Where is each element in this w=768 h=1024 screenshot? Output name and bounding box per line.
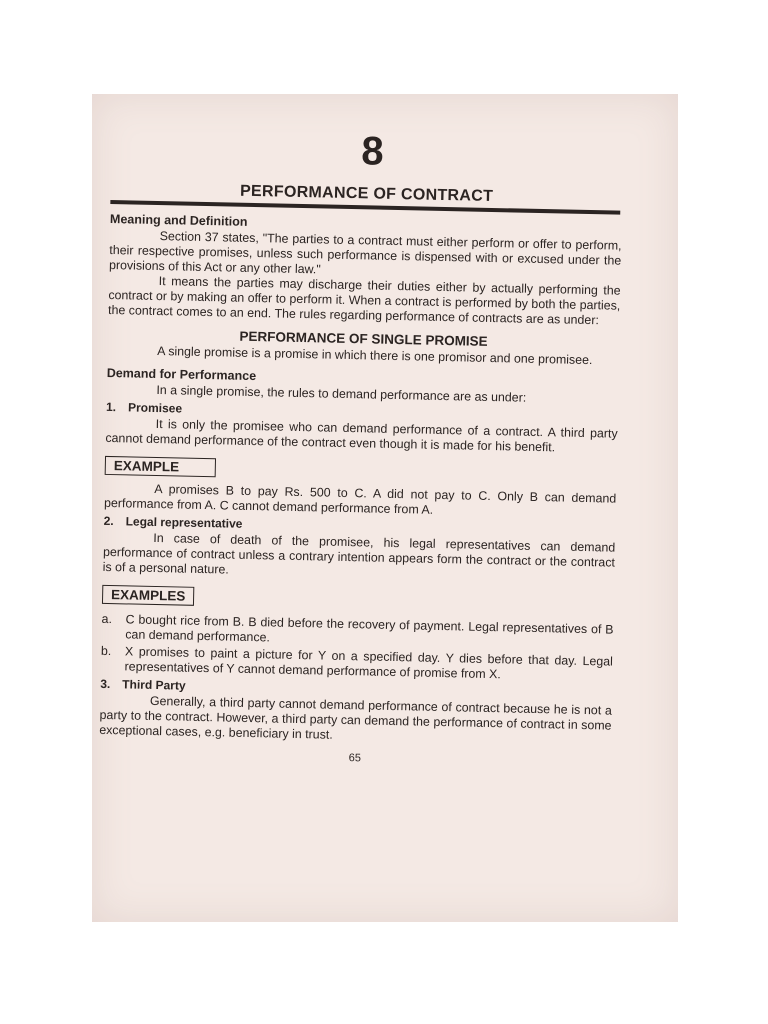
list-item-text: X promises to paint a picture for Y on a specified day. Y dies before that day. Legal representatives of Y cannot demand performance of promise from X. [124,644,613,682]
meaning-para-1: Section 37 states, "The parties to a contract must either perform or offer to perform, their respective promises, unless such performance is dispensed with or excused under the provisions of this Act or any other law." [108,229,622,277]
page-number: 65 [348,752,362,765]
item-1-number: 1. [105,399,117,415]
item-2-title: Legal representative [125,514,243,531]
book-page [92,94,678,922]
list-item-letter: b. [100,643,112,659]
meaning-heading: Meaning and Definition [109,211,248,229]
examples-box: EXAMPLES [102,585,195,606]
item-3-number: 3. [100,676,111,692]
item-2-number: 2. [103,513,114,529]
demand-heading: Demand for Performance [106,365,257,384]
page-content [99,124,624,772]
item-1-text: It is only the promisee who can demand performance of a contract. A third party cannot demand performance of the contract even though it is made for his benefit. [105,416,618,455]
meaning-para-2: It means the parties may discharge their duties either by actually performing the contract or by making an offer to perform it. When a contract is performed by both the parties, the contract comes to an end. The rules regarding performance of contracts are as under: [107,274,621,328]
list-item-letter: a. [101,611,113,627]
list-item-text: C bought rice from B. B died before the recovery of payment. Legal representatives of B can demand performance. [125,612,614,645]
item-3-text: Generally, a third party cannot demand performance of contract because he is not a party to the contract. However, a third party can demand the performance of contract in some exceptional cases, e.g. beneficiary in trust. [99,693,612,742]
example-text: A promises B to pay Rs. 500 to C. A did not pay to C. Only B can demand performance from A. C cannot demand performance from A. [103,481,617,517]
chapter-number: 8 [360,129,385,174]
example-box: EXAMPLE [105,456,217,477]
single-promise-para: A single promise is a promise in which there is one promisor and one promisee. [157,343,593,368]
item-2-text: In case of death of the promisee, his legal representatives can demand performance of contract unless a contrary intention appears form the contract or the contract is of a personal nature. [102,530,616,577]
single-promise-heading: PERFORMANCE OF SINGLE PROMISE [239,328,488,349]
demand-intro: In a single promise, the rules to demand performance are as under: [156,382,527,405]
chapter-title: PERFORMANCE OF CONTRACT [239,182,494,205]
item-1-title: Promisee [127,400,183,416]
item-3-title: Third Party [122,677,186,693]
